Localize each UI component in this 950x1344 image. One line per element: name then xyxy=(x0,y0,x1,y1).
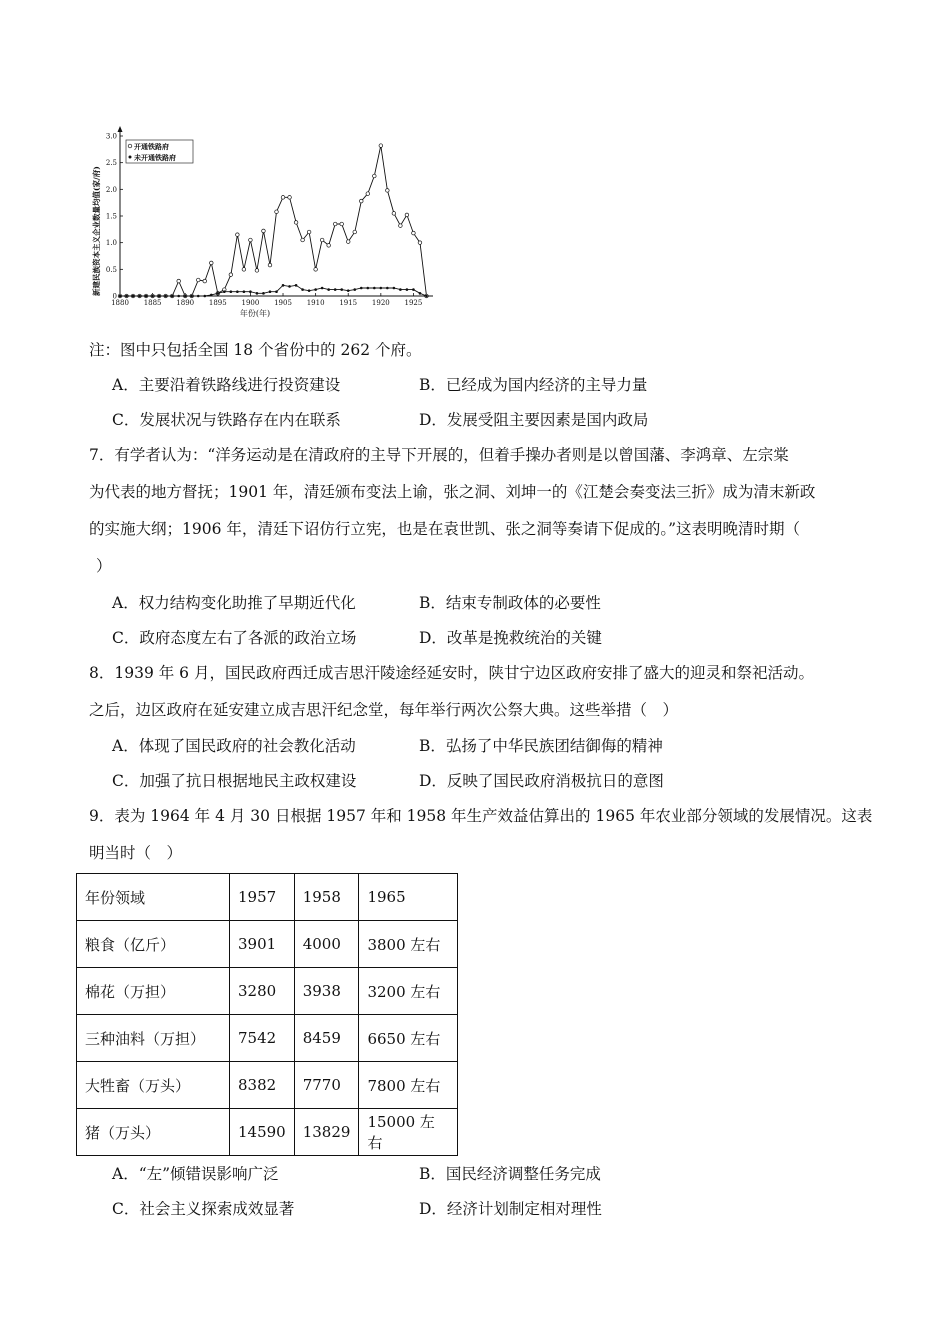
data-point-no-railway xyxy=(249,290,252,293)
x-tick-label: 1900 xyxy=(241,299,260,307)
data-point-railway xyxy=(314,268,318,272)
data-point-railway xyxy=(255,269,259,273)
y-tick-label: 0 xyxy=(112,292,117,301)
table-header-row xyxy=(77,874,458,921)
table-header-cell: 1958 xyxy=(294,874,359,921)
legend-marker-open xyxy=(128,144,132,148)
y-tick-label: 2.5 xyxy=(105,159,117,168)
table-header-cell: 年份领域 xyxy=(77,874,230,921)
data-point-railway xyxy=(418,241,422,245)
data-point-no-railway xyxy=(256,292,259,295)
y-tick-label: 2.0 xyxy=(105,185,117,194)
data-point-railway xyxy=(392,212,396,216)
data-point-no-railway xyxy=(203,295,206,298)
data-point-railway xyxy=(301,238,305,242)
q7-stem-line1: 7．有学者认为：“洋务运动是在清政府的主导下开展的，但着手操办者则是以曾国藩、李鸿章、左宗棠 xyxy=(89,446,789,464)
data-point-railway xyxy=(196,278,200,282)
q6-option-b[interactable]: B．已经成为国内经济的主导力量 xyxy=(419,376,648,394)
data-point-railway xyxy=(288,196,292,200)
data-point-no-railway xyxy=(406,288,409,291)
x-tick-label: 1925 xyxy=(404,299,423,307)
data-point-railway xyxy=(333,222,337,226)
q6-option-a[interactable]: A．主要沿着铁路线进行投资建设 xyxy=(112,376,341,394)
legend-marker-closed xyxy=(129,156,132,159)
q8-option-a[interactable]: A．体现了国民政府的社会教化活动 xyxy=(112,737,356,755)
data-point-no-railway xyxy=(399,288,402,291)
q8-option-c[interactable]: C．加强了抗日根据地民主政权建设 xyxy=(112,772,357,790)
chart-note: 注：图中只包括全国 18 个省份中的 262 个府。 xyxy=(89,341,422,359)
q7-option-c[interactable]: C．政府态度左右了各派的政治立场 xyxy=(112,629,357,647)
table-cell: 棉花（万担） xyxy=(77,968,230,1015)
table-cell: 粮食（亿斤） xyxy=(77,921,230,968)
data-point-no-railway xyxy=(125,295,128,298)
data-point-no-railway xyxy=(360,287,363,290)
table-cell: 8382 xyxy=(230,1062,295,1109)
table-cell: 3901 xyxy=(230,921,295,968)
y-tick-label: 3.0 xyxy=(105,132,117,141)
data-point-railway xyxy=(249,238,253,242)
data-point-no-railway xyxy=(275,290,278,293)
table-row xyxy=(77,968,458,1015)
data-point-no-railway xyxy=(217,292,220,295)
series-line-railway xyxy=(120,146,427,296)
data-point-railway xyxy=(359,199,363,203)
table-cell: 3938 xyxy=(294,968,359,1015)
data-point-no-railway xyxy=(425,295,428,298)
data-point-no-railway xyxy=(190,295,193,298)
data-point-railway xyxy=(307,230,311,234)
q7-stem-line2: 为代表的地方督抚；1901 年，清廷颁布变法上谕，张之洞、刘坤一的《江楚会奏变法三折》成为清末新政 xyxy=(89,483,816,501)
table-header-cell: 1965 xyxy=(359,874,458,921)
data-point-no-railway xyxy=(327,288,330,291)
q6-option-c[interactable]: C．发展状况与铁路存在内在联系 xyxy=(112,411,341,429)
y-tick-label: 0.5 xyxy=(105,265,117,274)
data-point-railway xyxy=(209,261,213,265)
data-point-no-railway xyxy=(366,287,369,290)
q8-stem-line1: 8．1939 年 6 月，国民政府西迁成吉思汗陵途经延安时，陕甘宁边区政府安排了盛大的迎灵和祭祀活动。 xyxy=(89,664,814,682)
q7-option-b[interactable]: B．结束专制政体的必要性 xyxy=(419,594,601,612)
data-point-no-railway xyxy=(269,290,272,293)
y-axis-arrow xyxy=(118,126,123,132)
table-cell: 3200 左右 xyxy=(359,968,458,1015)
data-point-railway xyxy=(320,238,324,242)
table-cell: 14590 xyxy=(230,1109,295,1156)
data-point-no-railway xyxy=(197,295,200,298)
enterprise-line-chart xyxy=(88,122,438,322)
table-cell: 三种油料（万担） xyxy=(77,1015,230,1062)
chart-xlabel: 年份(年) xyxy=(239,309,271,318)
data-point-no-railway xyxy=(301,288,304,291)
table-row xyxy=(77,1109,458,1156)
data-point-railway xyxy=(203,279,207,283)
data-point-no-railway xyxy=(288,285,291,288)
table-cell: 3280 xyxy=(230,968,295,1015)
data-point-railway xyxy=(268,263,272,267)
data-point-railway xyxy=(281,196,285,200)
data-point-no-railway xyxy=(236,290,239,293)
x-tick-label: 1880 xyxy=(111,299,129,307)
data-point-no-railway xyxy=(138,295,141,298)
data-point-no-railway xyxy=(347,289,350,292)
q9-option-b[interactable]: B．国民经济调整任务完成 xyxy=(419,1165,601,1183)
q9-stem-line2: 明当时（ ） xyxy=(89,844,183,862)
agriculture-table xyxy=(76,873,458,1156)
data-point-no-railway xyxy=(210,294,213,297)
data-point-railway xyxy=(346,240,350,244)
table-header-cell: 1957 xyxy=(230,874,295,921)
data-point-no-railway xyxy=(295,284,298,287)
data-point-no-railway xyxy=(334,288,337,291)
data-point-no-railway xyxy=(353,288,356,291)
data-point-railway xyxy=(236,233,240,237)
table-cell: 15000 左右 xyxy=(359,1109,458,1156)
data-point-railway xyxy=(386,189,390,193)
table-row xyxy=(77,1062,458,1109)
data-point-no-railway xyxy=(314,288,317,291)
data-point-railway xyxy=(327,244,331,248)
data-point-no-railway xyxy=(262,292,265,295)
q7-option-a[interactable]: A．权力结构变化助推了早期近代化 xyxy=(112,594,356,612)
data-point-railway xyxy=(373,174,377,178)
data-point-no-railway xyxy=(373,287,376,290)
q9-stem-line1: 9．表为 1964 年 4 月 30 日根据 1957 年和 1958 年生产效益估算出的 1965 年农业部分领域的发展情况。这表 xyxy=(89,807,873,825)
data-point-no-railway xyxy=(184,295,187,298)
data-point-no-railway xyxy=(223,290,226,293)
data-point-no-railway xyxy=(380,287,383,290)
x-tick-label: 1905 xyxy=(274,299,292,307)
y-tick-label: 1.5 xyxy=(105,212,117,221)
x-tick-label: 1885 xyxy=(143,299,162,307)
table-cell: 6650 左右 xyxy=(359,1015,458,1062)
q7-stem-line3: 的实施大纲；1906 年，清廷下诏仿行立宪，也是在袁世凯、张之洞等奏请下促成的。”这表明晚清时期（ xyxy=(89,520,801,538)
data-point-no-railway xyxy=(145,295,148,298)
data-point-no-railway xyxy=(171,295,174,298)
data-point-railway xyxy=(177,279,181,283)
table-cell: 3800 左右 xyxy=(359,921,458,968)
data-point-no-railway xyxy=(164,295,167,298)
data-point-no-railway xyxy=(412,288,415,291)
data-point-railway xyxy=(412,231,416,235)
table-cell: 13829 xyxy=(294,1109,359,1156)
q8-option-b[interactable]: B．弘扬了中华民族团结御侮的精神 xyxy=(419,737,663,755)
data-point-no-railway xyxy=(308,289,311,292)
q6-option-d[interactable]: D．发展受阻主要因素是国内政局 xyxy=(419,411,649,429)
x-tick-label: 1920 xyxy=(371,299,390,307)
data-point-railway xyxy=(275,210,279,214)
q9-option-d[interactable]: D．经济计划制定相对理性 xyxy=(419,1200,602,1218)
x-tick-label: 1895 xyxy=(208,299,227,307)
data-point-no-railway xyxy=(158,295,161,298)
data-point-no-railway xyxy=(151,295,154,298)
table-row xyxy=(77,1015,458,1062)
legend-label-closed: 未开通铁路府 xyxy=(134,153,176,162)
chart-svg xyxy=(88,122,438,322)
table-cell: 7800 左右 xyxy=(359,1062,458,1109)
y-tick-label: 1.0 xyxy=(105,239,117,248)
x-tick-label: 1910 xyxy=(306,299,325,307)
data-point-railway xyxy=(353,230,357,234)
data-point-no-railway xyxy=(282,284,285,287)
q7-stem-line4: ） xyxy=(96,557,112,575)
data-point-railway xyxy=(379,144,383,148)
q9-option-c[interactable]: C．社会主义探索成效显著 xyxy=(112,1200,295,1218)
data-point-no-railway xyxy=(230,290,233,293)
x-tick-label: 1890 xyxy=(176,299,195,307)
table-cell: 7542 xyxy=(230,1015,295,1062)
q8-stem-line2: 之后，边区政府在延安建立成吉思汗纪念堂，每年举行两次公祭大典。这些举措（ ） xyxy=(89,701,679,719)
x-tick-label: 1915 xyxy=(339,299,358,307)
data-point-railway xyxy=(262,229,266,233)
data-point-no-railway xyxy=(393,287,396,290)
q8-option-d[interactable]: D．反映了国民政府消极抗日的意图 xyxy=(419,772,664,790)
q7-option-d[interactable]: D．改革是挽救统治的关键 xyxy=(419,629,602,647)
table-cell: 猪（万头） xyxy=(77,1109,230,1156)
data-point-railway xyxy=(340,222,344,226)
data-point-railway xyxy=(405,213,409,217)
q9-option-a[interactable]: A．“左”倾错误影响广泛 xyxy=(112,1165,279,1183)
data-point-no-railway xyxy=(243,290,246,293)
data-point-railway xyxy=(366,192,370,196)
data-point-railway xyxy=(242,268,246,272)
data-point-no-railway xyxy=(419,292,422,295)
table-cell: 大牲畜（万头） xyxy=(77,1062,230,1109)
table-row xyxy=(77,921,458,968)
table-cell: 7770 xyxy=(294,1062,359,1109)
legend-label-open: 开通铁路府 xyxy=(134,142,169,151)
data-point-no-railway xyxy=(177,295,180,298)
data-point-no-railway xyxy=(340,288,343,291)
table-cell: 4000 xyxy=(294,921,359,968)
data-point-no-railway xyxy=(386,287,389,290)
data-point-no-railway xyxy=(321,287,324,290)
data-point-railway xyxy=(229,273,233,277)
data-point-no-railway xyxy=(132,295,135,298)
chart-ylabel: 新建民族资本主义企业数量均值(家/府) xyxy=(92,166,101,296)
data-point-railway xyxy=(294,221,298,225)
table-cell: 8459 xyxy=(294,1015,359,1062)
data-point-no-railway xyxy=(119,295,122,298)
data-point-railway xyxy=(399,224,403,228)
